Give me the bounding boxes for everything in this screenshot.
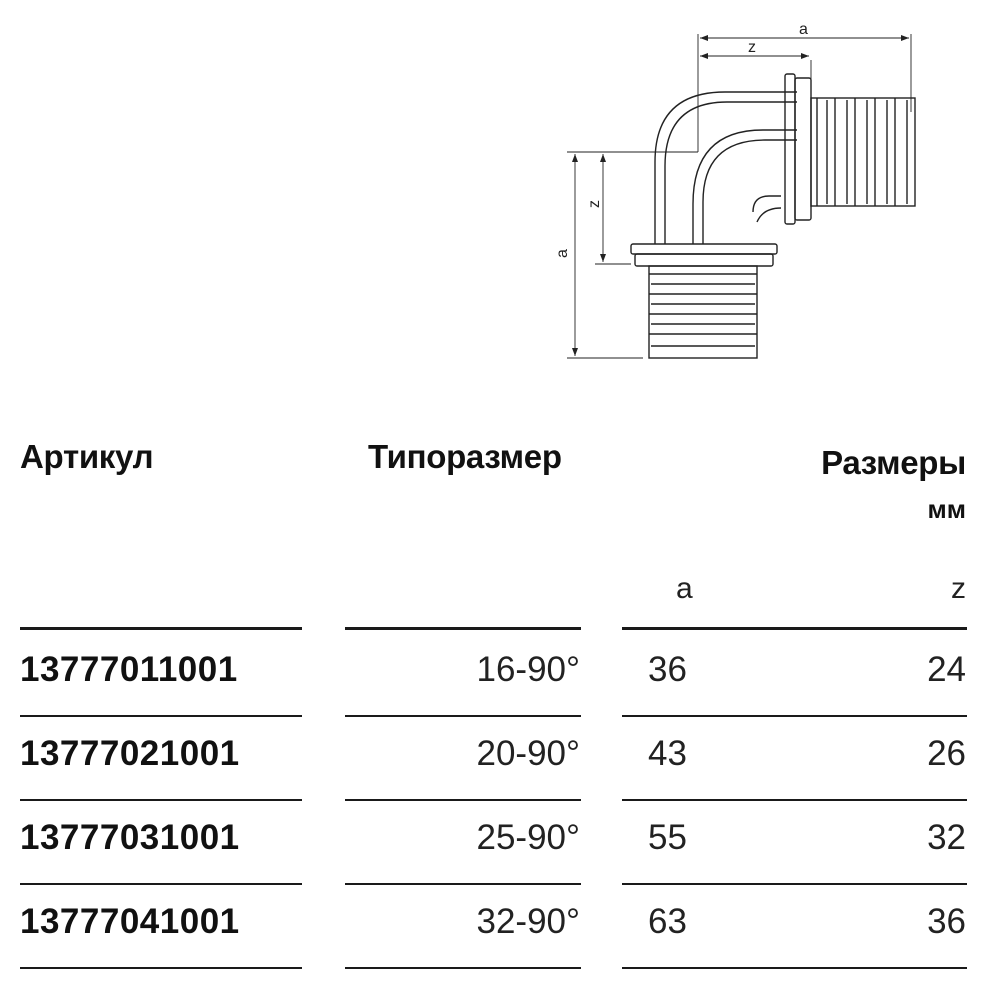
elbow-fitting-drawing (545, 12, 925, 382)
cell-a: 43 (648, 734, 687, 773)
cell-z: 32 (927, 818, 966, 857)
dim-label-z-side: z (586, 200, 603, 208)
header-rule-dimensions (622, 627, 967, 630)
cell-article: 13777021001 (20, 734, 240, 773)
cell-size-type: 25-90° (476, 818, 580, 857)
table-row (0, 884, 1000, 968)
cell-article: 13777031001 (20, 818, 240, 857)
top-dimensions (698, 21, 911, 152)
cell-size-type: 16-90° (476, 650, 580, 689)
cell-a: 55 (648, 818, 687, 857)
header-rule-size-type (345, 627, 581, 630)
cell-z: 26 (927, 734, 966, 773)
row-divider (345, 967, 581, 969)
cell-article: 13777041001 (20, 902, 240, 941)
header-size-type: Типоразмер (368, 438, 562, 475)
header-article: Артикул (20, 438, 154, 475)
header-unit: мм (927, 494, 966, 524)
table-row (0, 716, 1000, 800)
dim-label-z-top: z (748, 39, 756, 56)
bottom-barbed-stub (649, 266, 757, 358)
table-row (0, 800, 1000, 884)
cell-z: 36 (927, 902, 966, 941)
table-row (0, 632, 1000, 716)
dim-label-a-top: a (799, 21, 808, 38)
header-rule-article (20, 627, 302, 630)
cell-z: 24 (927, 650, 966, 689)
header-a: a (676, 572, 693, 605)
cell-a: 63 (648, 902, 687, 941)
elbow-body (631, 74, 811, 266)
header-z: z (951, 572, 966, 605)
cell-article: 13777011001 (20, 650, 238, 689)
cell-size-type: 20-90° (476, 734, 580, 773)
header-dimensions: Размеры (821, 444, 966, 481)
cell-a: 36 (648, 650, 687, 689)
row-divider (622, 967, 967, 969)
dim-label-a-side: a (554, 249, 571, 258)
row-divider (20, 967, 302, 969)
side-dimensions (554, 152, 698, 358)
cell-size-type: 32-90° (476, 902, 580, 941)
right-barbed-stub (811, 98, 915, 206)
